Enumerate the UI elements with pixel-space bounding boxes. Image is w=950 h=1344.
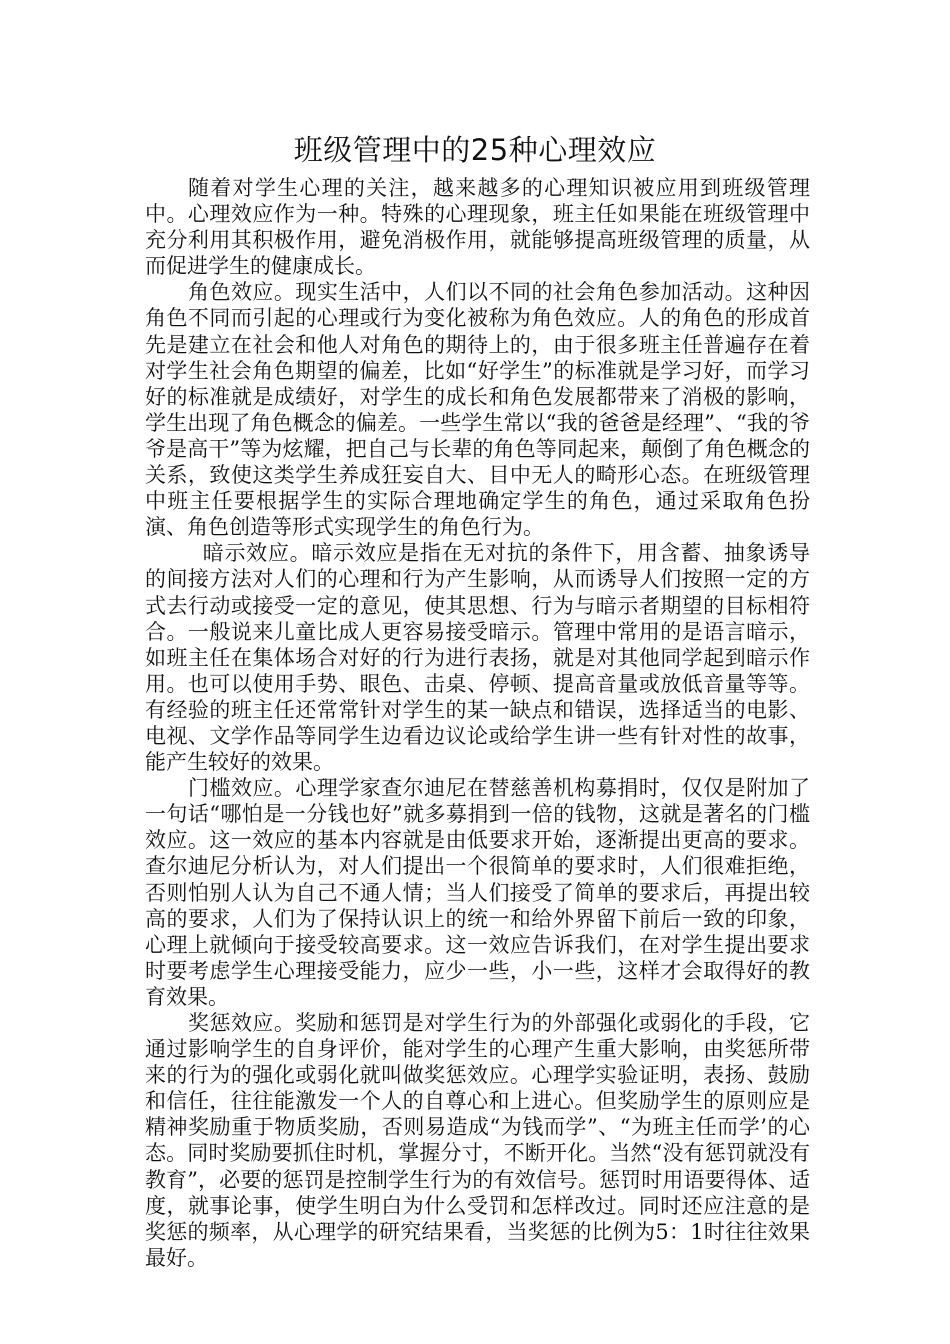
paragraph-role-effect: 角色效应。现实生活中，人们以不同的社会角色参加活动。这种因角色不同而引起的心理或行为变化被称为角色效应。人的角色的形成首先是建立在社会和他人对角色的期待上的，由于很多班主任普遍存在着对学生社会角色期望的偏差，比如“好学生”的标准就是学习好，而学习好的标准就是成绩好，对学生的成长和角色发展都带来了消极的影响，学生出现了角色概念的偏差。一些学生常以“我的爸爸是经理”、“我的爷爷是高干”等为炫耀，把自己与长辈的角色等同起来，颠倒了角色概念的关系，致使这类学生养成狂妄自大、目中无人的畸形心态。在班级管理中班主任要根据学生的实际合理地确定学生的角色，通过采取角色扮演、角色创造等形式实现学生的角色行为。 [145,280,810,540]
paragraph-reward-punishment-effect: 奖惩效应。奖励和惩罚是对学生行为的外部强化或弱化的手段，它通过影响学生的自身评价，能对学生的心理产生重大影响，由奖惩所带来的行为的强化或弱化就叫做奖惩效应。心理学实验证明，表扬、鼓励和信任，往往能激发一个人的自尊心和上进心。但奖励学生的原则应是精神奖励重于物质奖励，否则易造成“为钱而学”、“为班主任而学’的心态。同时奖励要抓住时机，掌握分寸，不断开化。当然“没有惩罚就没有教育”，必要的惩罚是控制学生行为的有效信号。惩罚时用语要得体、适度，就事论事，使学生明白为什么受罚和怎样改过。同时还应注意的是奖惩的频率，从心理学的研究结果看，当奖惩的比例为5：1时往往效果最好。 [145,1011,810,1270]
document-title: 班级管理中的25种心理效应 [293,133,657,167]
paragraph-suggestion-effect: 暗示效应。暗示效应是指在无对抗的条件下，用含蓄、抽象诱导的间接方法对人们的心理和行为产生影响，从而诱导人们按照一定的方式去行动或接受一定的意见，使其思想、行为与暗示者期望的目标相符合。一般说来儿童比成人更容易接受暗示。管理中常用的是语言暗示，如班主任在集体场合对好的行为进行表扬，就是对其他同学起到暗示作用。也可以使用手势、眼色、击桌、停顿、提高音量或放低音量等等。有经验的班主任还常常针对学生的某一缺点和错误，选择适当的电影、电视、文学作品等同学生边看边议论或给学生讲一些有针对性的故事，能产生较好的效果。 [145,541,810,775]
paragraph-intro: 随着对学生心理的关注，越来越多的心理知识被应用到班级管理中。心理效应作为一种。特殊的心理现象，班主任如果能在班级管理中充分利用其积极作用，避免消极作用，就能够提高班级管理的质量，从而促进学生的健康成长。 [145,176,810,279]
paragraph-threshold-effect: 门槛效应。心理学家查尔迪尼在替慈善机构募捐时，仅仅是附加了一句话“哪怕是一分钱也好”就多募捐到一倍的钱物，这就是著名的门槛效应。这一效应的基本内容就是由低要求开始，逐渐提出更高的要求。查尔迪尼分析认为，对人们提出一个很简单的要求时，人们很难拒绝，否则怕别人认为自己不通人情；当人们接受了简单的要求后，再提出较高的要求，人们为了保持认识上的统一和给外界留下前后一致的印象，心理上就倾向于接受较高要求。这一效应告诉我们，在对学生提出要求时要考虑学生心理接受能力，应少一些，小一些，这样才会取得好的教育效果。 [145,776,810,1009]
document-body [145,175,810,1271]
